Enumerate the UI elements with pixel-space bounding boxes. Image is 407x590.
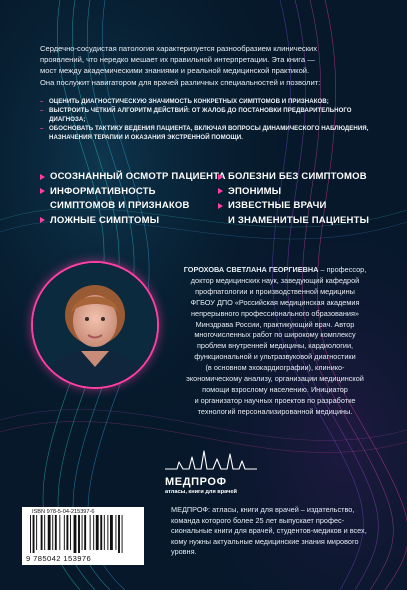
- triangle-bullet-icon: [40, 174, 45, 180]
- publisher-logo: [165, 448, 275, 495]
- topic-text: ЭПОНИМЫ: [228, 185, 282, 197]
- barcode-bar: [96, 515, 99, 550]
- barcode-bar: [41, 515, 43, 550]
- barcode-bar: [100, 515, 102, 550]
- author-bio: [171, 265, 379, 418]
- barcode-bar: [66, 515, 68, 550]
- bio-line: (в основном эхокардиографии), клинико-: [205, 363, 345, 373]
- publisher-line: команда которого более 25 лет выпускает профес-: [171, 515, 345, 525]
- bio-line: экономическому анализу, организации медицинской: [186, 374, 364, 384]
- barcode-bar: [118, 515, 120, 553]
- benefits-list: [40, 98, 370, 143]
- topic-text: ИНФОРМАТИВНОСТЬ: [50, 185, 156, 197]
- intro-line: мост между академическими знаниями и реальной медицинской практикой.: [40, 66, 310, 76]
- bio-line: проблем внутренней медицины, кардиологии,: [196, 341, 354, 351]
- bio-line: – профессор,: [318, 265, 367, 274]
- intro-line: Сердечно-сосудистая патология характеризуется разнообразием клинических: [40, 44, 318, 53]
- publisher-line: кому нужны актуальные медицинские знания мирового: [171, 536, 359, 546]
- author-photo: [33, 263, 157, 387]
- bio-line: непрерывного профессионального образования»: [191, 308, 359, 318]
- triangle-bullet-icon: [40, 188, 45, 194]
- barcode-bar: [84, 515, 86, 550]
- barcode-bar: [90, 515, 91, 550]
- barcode-bar: [78, 515, 80, 553]
- logo-name: МЕДПРОФ: [165, 476, 227, 488]
- triangle-bullet-icon: [218, 174, 223, 180]
- barcode-bar: [115, 515, 116, 550]
- author-name: ГОРОХОВА СВЕТЛАНА ГЕОРГИЕВНА: [183, 265, 319, 274]
- intro-line: Она послужит навигатором для врачей различных специальностей и позволит:: [40, 77, 321, 87]
- barcode-bar: [30, 515, 31, 553]
- bio-line: функциональной и ультразвуковой диагностики: [194, 352, 356, 362]
- barcode-bar: [64, 515, 65, 550]
- author-portrait-icon: [33, 263, 157, 387]
- skyline-icon: [165, 448, 257, 470]
- bio-line: ФГБОУ ДПО «Российская медицинская академия: [190, 297, 360, 307]
- barcode-label: [22, 507, 144, 565]
- publisher-line: уровня.: [171, 547, 197, 557]
- topic-text: БОЛЕЗНИ БЕЗ СИМПТОМОВ: [228, 171, 367, 182]
- dash-icon: –: [40, 98, 44, 105]
- dash-icon: –: [40, 124, 44, 132]
- benefit-item: [40, 125, 370, 134]
- barcode-number: 9 785042 153976: [26, 554, 92, 563]
- barcode-bar: [110, 515, 113, 550]
- publisher-line: МЕДПРОФ: атласы, книги для врачей – издательство,: [171, 505, 355, 514]
- barcode-bar: [93, 515, 94, 550]
- barcode-bar: [104, 515, 105, 550]
- topic-text: ОСОЗНАННЫЙ ОСМОТР ПАЦИЕНТА: [50, 171, 226, 182]
- topic-item: [218, 199, 388, 214]
- bio-line: технологий персонализированной медицины.: [197, 406, 353, 416]
- barcode-bar: [48, 515, 51, 550]
- topic-item: [40, 170, 230, 185]
- barcode-bar: [36, 515, 37, 550]
- barcode-bar: [59, 515, 60, 550]
- topic-item: [40, 214, 230, 229]
- barcode-bar: [70, 515, 71, 550]
- topics-left: [40, 170, 230, 228]
- intro-line: проявлений, что нередко мешает их правильной интерпретации. Эта книга —: [40, 55, 315, 65]
- bio-line: и организатор научных проектов по разработке: [194, 395, 356, 405]
- isbn-text: ISBN 978-5-04-215397-6: [32, 509, 95, 515]
- topic-text: ИЗВЕСТНЫЕ ВРАЧИ: [228, 200, 327, 212]
- topic-continuation: И ЗНАМЕНИТЫЕ ПАЦИЕНТЫ: [228, 214, 370, 226]
- benefit-item: [40, 98, 370, 107]
- topic-item: [218, 185, 388, 200]
- bio-line: многочисленных работ по широкому комплексу: [194, 330, 356, 340]
- benefit-text: ВЫСТРОИТЬ ЧЕТКИЙ АЛГОРИТМ ДЕЙСТВИЙ: ОТ ЖАЛОБ ДО ПОСТАНОВКИ ПРЕДВАРИТЕЛЬНОГО ДИАГНОЗА;: [49, 106, 352, 123]
- triangle-bullet-icon: [218, 203, 223, 209]
- barcode-bar: [122, 515, 123, 553]
- triangle-bullet-icon: [40, 217, 45, 223]
- logo-tagline: атласы, книги для врачей: [165, 489, 237, 495]
- dash-icon: –: [40, 106, 44, 114]
- benefit-text: НАЗНАЧЕНИЯ ТЕРАПИИ И ОКАЗАНИЯ ЭКСТРЕННОЙ ПОМОЩИ.: [49, 133, 243, 141]
- barcode-bar: [55, 515, 57, 550]
- publisher-line: сиональные книги для врачей, студентов-медиков и всех,: [171, 526, 367, 536]
- barcode-bar: [107, 515, 108, 550]
- publisher-description: [171, 505, 383, 558]
- benefit-item: [40, 107, 370, 125]
- topics-right: [218, 170, 388, 228]
- benefit-text: ОЦЕНИТЬ ДИАГНОСТИЧЕСКУЮ ЗНАЧИМОСТЬ КОНКРЕТНЫХ СИМПТОМОВ И ПРИЗНАКОВ;: [49, 98, 329, 105]
- barcode-bar: [82, 515, 83, 550]
- barcode-bar: [33, 515, 35, 553]
- bio-line: профпатологии и производственной медицины: [195, 286, 355, 296]
- topic-continuation: СИМПТОМОВ И ПРИЗНАКОВ: [50, 200, 190, 212]
- barcode-bar: [52, 515, 53, 550]
- bio-line: доктор медицинских наук, заведующий кафедрой: [190, 275, 360, 285]
- benefit-text: ОБОСНОВАТЬ ТАКТИКУ ВЕДЕНИЯ ПАЦИЕНТА, ВКЛЮЧАЯ ВОПРОСЫ ДИНАМИЧЕСКОГО НАБЛЮДЕНИЯ,: [49, 124, 369, 132]
- benefit-continuation: [40, 134, 370, 143]
- intro-text: [40, 43, 370, 88]
- topic-text: ЛОЖНЫЕ СИМПТОМЫ: [50, 214, 160, 226]
- topic-item: [218, 170, 388, 185]
- barcode-bar: [44, 515, 45, 550]
- barcode-bars-icon: [28, 515, 138, 553]
- triangle-bullet-icon: [218, 188, 223, 194]
- bio-line: помощи взрослому населению. Инициатор: [202, 384, 348, 394]
- barcode-bar: [74, 515, 77, 553]
- topic-item: [40, 185, 230, 200]
- bio-line: Минздрава России, практикующий врач. Автор: [195, 319, 355, 329]
